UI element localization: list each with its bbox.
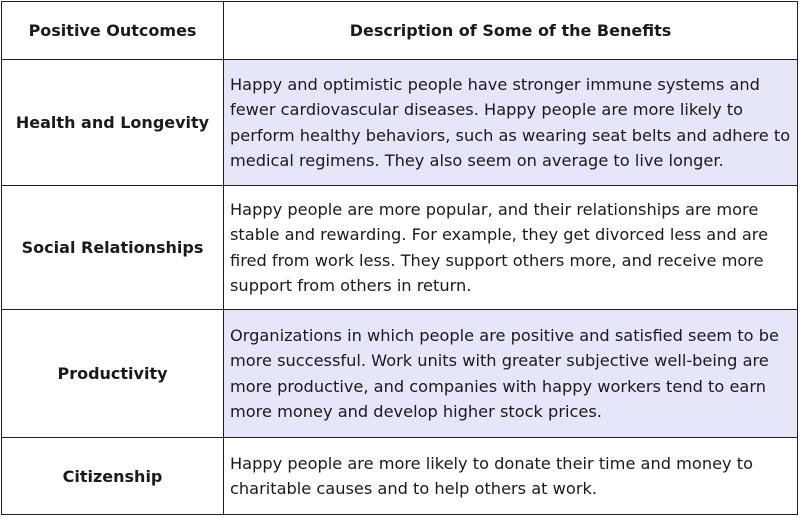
table-row-citizenship: [2, 438, 798, 515]
header-positive-outcomes: Positive Outcomes: [2, 2, 224, 60]
outcome-cell: Productivity: [2, 310, 224, 438]
description-cell: Organizations in which people are positive and satisfied seem to be more successful. Work units with greater subjective well-being are more productive, and companies with happy workers tend to earn more money and develop higher stock prices.: [224, 310, 798, 438]
description-cell: Happy people are more popular, and their relationships are more stable and rewarding. For example, they get divorced less and are fired from work less. They support others more, and receive more support from others in return.: [224, 186, 798, 310]
table-row-productivity: [2, 310, 798, 438]
outcome-cell: Citizenship: [2, 438, 224, 515]
outcome-cell: Health and Longevity: [2, 60, 224, 186]
outcome-cell: Social Relationships: [2, 186, 224, 310]
table-row-social-relationships: [2, 186, 798, 310]
header-row: [2, 2, 798, 60]
table-row-health-longevity: [2, 60, 798, 186]
description-cell: Happy people are more likely to donate their time and money to charitable causes and to help others at work.: [224, 438, 798, 515]
header-description: Description of Some of the Benefits: [224, 2, 798, 60]
benefits-table: [1, 1, 798, 515]
description-cell: Happy and optimistic people have stronger immune systems and fewer cardiovascular diseases. Happy people are more likely to perform healthy behaviors, such as wearing seat belts and adhere to medical regimens. They also seem on average to live longer.: [224, 60, 798, 186]
